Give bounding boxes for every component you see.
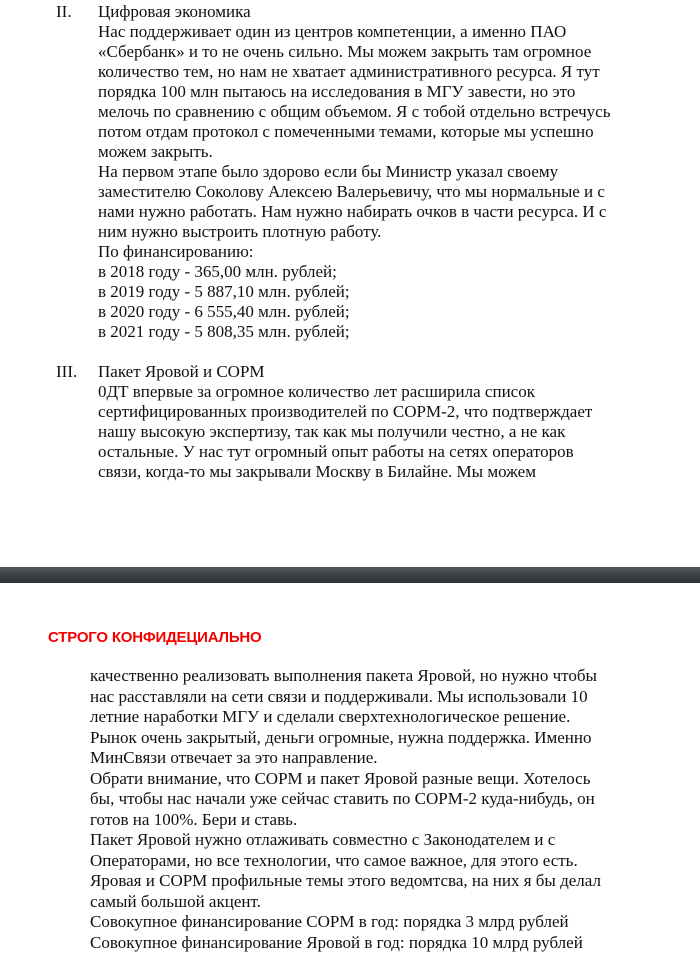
text-line: Нас поддерживает один из центров компетенции, а именно ПАО — [98, 22, 567, 41]
text-line: сертифицированных производителей по СОРМ-2, что подтверждает — [98, 402, 593, 421]
text-line: можем закрыть. — [98, 142, 213, 161]
text-line: Пакет Яровой и СОРМ — [98, 362, 265, 381]
text-line: бы, чтобы нас начали уже сейчас ставить по СОРМ-2 куда-нибудь, он — [90, 789, 595, 808]
text-line: потом отдам протокол с помеченными темами, которые мы успешно — [98, 122, 594, 141]
text-line: остальные. У нас тут огромный опыт работы на сетях операторов — [98, 442, 574, 461]
text-line: в 2019 году - 5 887,10 млн. рублей; — [98, 282, 350, 301]
text-line: летние наработки МГУ и сделали сверхтехнологическое решение. — [90, 707, 571, 726]
text-line: количество тем, но нам не хватает административного ресурса. Я тут — [98, 62, 600, 81]
text-line: Рынок очень закрытый, деньги огромные, нужна поддержка. Именно — [90, 727, 592, 747]
text-line: По финансированию: — [98, 242, 254, 261]
document-page-1 — [56, 2, 656, 482]
text-line: Совокупное финансирование СОРМ в год: порядка 3 млрд рублей — [90, 912, 569, 931]
text-line: На первом этапе было здорово если бы Министр указал своему — [98, 162, 559, 181]
text-line: нашу высокую экспертизу, так как мы получили честно, а не как — [98, 422, 566, 441]
text-line: ним нужно выстроить плотную работу. — [98, 222, 382, 241]
text-line: нас расставляли на сети связи и поддерживали. Мы использовали 10 — [90, 686, 588, 706]
text-line: Операторами, но все технологии, что самое важное, для этого есть. — [90, 850, 578, 870]
text-line: мелочь по сравнению с общим объемом. Я с тобой отдельно встречусь — [98, 102, 611, 121]
page-separator-bar — [0, 567, 700, 583]
document-page-2-body — [90, 666, 670, 953]
text-line: Пакет Яровой нужно отлаживать совместно с Законодателем и с — [90, 830, 556, 849]
text-line: связи, когда-то мы закрывали Москву в Билайне. Мы можем — [98, 462, 536, 481]
text-line: Совокупное финансирование Яровой в год: порядка 10 млрд рублей — [90, 932, 583, 952]
text-line: в 2021 году - 5 808,35 млн. рублей; — [98, 322, 350, 341]
text-line: в 2018 году - 365,00 млн. рублей; — [98, 262, 337, 281]
text-line: МинСвязи отвечает за это направление. — [90, 748, 378, 767]
text-line: нами нужно работать. Нам нужно набирать очков в части ресурса. И с — [98, 202, 607, 221]
text-line: «Сбербанк» и то не очень сильно. Мы можем закрыть там огромное — [98, 42, 592, 61]
section-iii-yarovaya-sorm — [56, 362, 656, 482]
text-line: 0ДТ впервые за огромное количество лет расширила список — [98, 382, 535, 401]
text-line: заместителю Соколову Алексею Валерьевичу, что мы нормальные и с — [98, 182, 605, 201]
section-ii-digital-economy — [56, 2, 656, 342]
text-line: готов на 100%. Бери и ставь. — [90, 809, 298, 829]
text-line: Яровая и СОРМ профильные темы этого ведомтсва, на них я бы делал — [90, 871, 601, 890]
section-iii-body — [98, 362, 656, 482]
section-iii-numeral: III. — [56, 362, 78, 381]
section-ii-body — [98, 2, 656, 342]
text-line: Обрати внимание, что СОРМ и пакет Яровой разные вещи. Хотелось — [90, 768, 591, 788]
text-line: Цифровая экономика — [98, 2, 251, 21]
text-line: самый большой акцент. — [90, 891, 261, 911]
confidential-stamp: СТРОГО КОНФИДЕЦИАЛЬНО — [48, 629, 262, 646]
text-line: порядка 100 млн пытаюсь на исследования в МГУ завести, но это — [98, 82, 576, 101]
section-ii-numeral: II. — [56, 2, 72, 21]
text-line: качественно реализовать выполнения пакета Яровой, но нужно чтобы — [90, 666, 597, 685]
text-line: в 2020 году - 6 555,40 млн. рублей; — [98, 302, 350, 321]
